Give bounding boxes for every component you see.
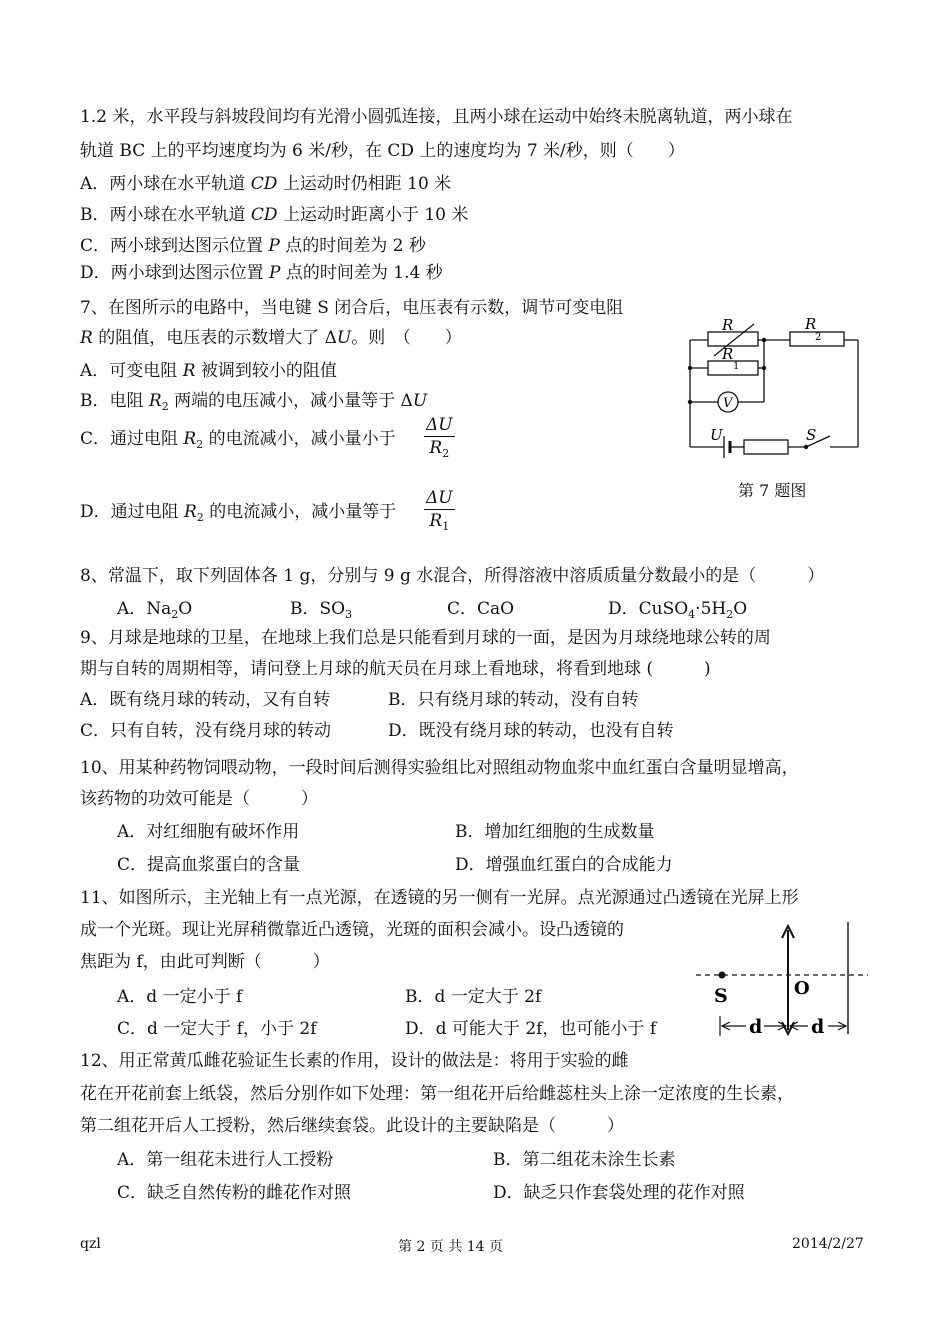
q8-option-d: D．$CuSO_4\cdot 5H_2O$ [608,599,748,621]
q9-option-b: B．只有绕月球的转动，没有自转 [388,690,639,710]
q7-figure-caption: 第 7 题图 [738,481,807,500]
q10-line2: 该药物的功效可能是（ ） [80,789,318,809]
q10-option-a: A．对红细胞有破坏作用 [117,822,300,842]
q10-option-b: B．增加红细胞的生成数量 [455,822,655,842]
fig-label-r: R [722,316,734,334]
q7-line1: 7、在图所示的电路中，当电键 S 闭合后，电压表有示数，调节可变电阻 [80,298,624,318]
fig-label-r2: R [805,315,817,333]
q11-option-c: C．d 一定大于 f，小于 2f [117,1019,317,1039]
fig-label-r1: R [722,345,734,363]
q10-option-d: D．增强血红蛋白的合成能力 [455,855,673,875]
fig-label-d2: d [811,1016,825,1038]
q6-line1: 1.2 米，水平段与斜坡段间均有光滑小圆弧连接，且两小球在运动中始终未脱离轨道，两小球在 [80,107,793,127]
q7-option-a: A．可变电阻 R 被调到较小的阻值 [80,361,337,381]
q6-option-c: C．两小球到达图示位置 P 点的时间差为 2 秒 [80,236,426,256]
q12-option-b: B．第二组花未涂生长素 [493,1150,676,1170]
q7-option-d-fraction: $\frac{\Delta U}{R_1}$ [426,488,453,533]
fig-label-o: O [794,978,810,999]
fig-label-s: S [714,985,728,1007]
q8-option-b: B．$SO_3$ [290,599,353,621]
fig-label-u: U [710,426,723,444]
q9-line2: 期与自转的周期相等，请问登上月球的航天员在月球上看地球，将看到地球 ( ) [80,659,711,679]
q10-option-c: C．提高血浆蛋白的含量 [117,855,301,875]
q11-lens-diagram [690,918,880,1048]
q12-option-d: D．缺乏只作套袋处理的花作对照 [493,1183,745,1203]
fig-label-s: S [806,426,817,444]
q7-option-d: D．通过电阻 $R_2$ 的电流减小，减小量等于 [80,502,397,524]
q6-option-a: A．两小球在水平轨道 CD 上运动时仍相距 10 米 [80,174,452,194]
q12-option-a: A．第一组花未进行人工授粉 [117,1150,334,1170]
q7-option-c-fraction: $\frac{\Delta U}{R_2}$ [426,415,453,460]
q9-option-a: A．既有绕月球的转动，又有自转 [80,690,331,710]
q9-option-d: D．既没有绕月球的转动，也没有自转 [388,721,674,741]
q8-option-a: A．$Na_2O$ [117,599,193,621]
q11-line1: 11、如图所示，主光轴上有一点光源，在透镜的另一侧有一光屏。点光源通过凸透镜在光屏上形 [80,888,799,908]
q7-line2: R 的阻值，电压表的示数增大了 ΔU。则 （ ） [80,328,462,348]
fig-label-v: V [723,396,733,411]
footer-author: qzl [80,1236,101,1252]
q8-stem: 8、常温下，取下列固体各 1 g，分别与 9 g 水混合，所得溶液中溶质质量分数最小的是（ ） [80,566,825,586]
q11-option-b: B．d 一定大于 2f [405,987,542,1007]
q6-option-b: B．两小球在水平轨道 CD 上运动时距离小于 10 米 [80,205,469,225]
q10-line1: 10、用某种药物饲喂动物，一段时间后测得实验组比对照组动物血浆中血红蛋白含量明显增高， [80,758,799,778]
q11-line2: 成一个光斑。现让光屏稍微靠近凸透镜，光斑的面积会减小。设凸透镜的 [80,920,624,940]
q11-line3: 焦距为 f，由此可判断（ ） [80,952,330,972]
q9-option-c: C．只有自转，没有绕月球的转动 [80,721,332,741]
q6-line2: 轨道 BC 上的平均速度均为 6 米/秒，在 CD 上的速度均为 7 米/秒，则（ ） [80,141,685,161]
q12-line2: 花在开花前套上纸袋，然后分别作如下处理：第一组花开后给雌蕊柱头上涂一定浓度的生长素， [80,1084,794,1104]
q11-option-a: A．d 一定小于 f [117,987,243,1007]
q6-option-d: D．两小球到达图示位置 P 点的时间差为 1.4 秒 [80,263,443,283]
q7-option-b: B．电阻 $R_2$ 两端的电压减小，减小量等于 ΔU [80,391,428,413]
fig-label-r2-sub: 2 [815,332,822,343]
q8-option-c: C．CaO [447,599,515,619]
fig-label-d1: d [749,1016,763,1038]
q11-option-d: D．d 可能大于 2f，也可能小于 f [405,1019,657,1039]
q12-option-c: C．缺乏自然传粉的雌花作对照 [117,1183,352,1203]
fig-label-r1-sub: 1 [733,361,740,372]
q12-line1: 12、用正常黄瓜雌花验证生长素的作用，设计的做法是：将用于实验的雌 [80,1051,629,1071]
q12-line3: 第二组花开后人工授粉，然后继续套袋。此设计的主要缺陷是（ ） [80,1116,624,1136]
q9-line1: 9、月球是地球的卫星，在地球上我们总是只能看到月球的一面，是因为月球绕地球公转的周 [80,628,771,648]
q7-option-c: C．通过电阻 $R_2$ 的电流减小，减小量小于 [80,429,396,451]
footer-date: 2014/2/27 [792,1236,864,1252]
footer-page-number: 第 2 页 共 14 页 [398,1239,503,1255]
